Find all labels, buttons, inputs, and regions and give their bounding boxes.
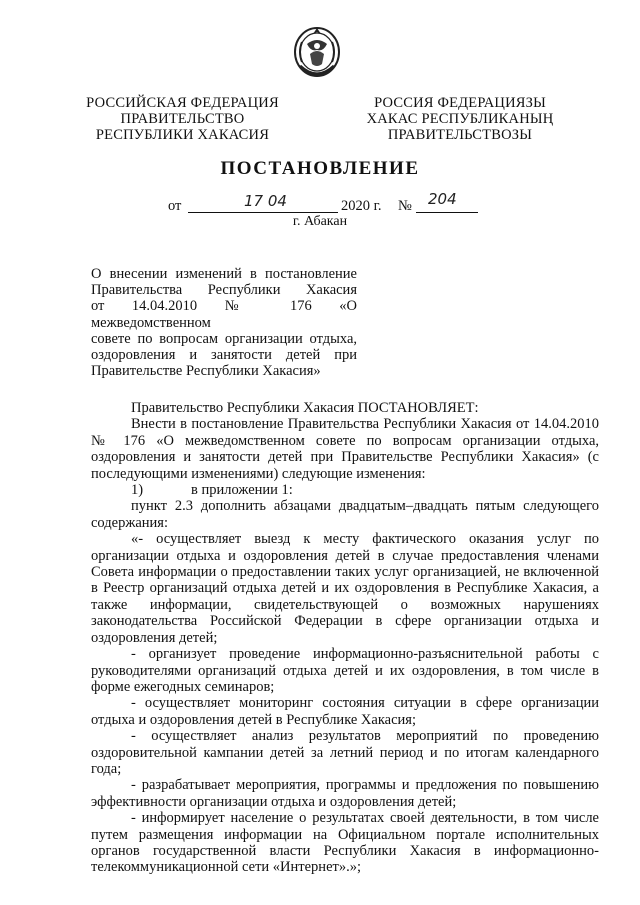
body-paragraph: «- осуществляет выезд к месту фактического оказания услуг по организации отдыха и оздоровления детей в случае предоставления членами Совета информации о предоставлении таких услуг организацией, не включенной в Реестр организаций отдыха детей и их оздоровления в Республике Хакасия, а также информации, свидетельствующей о возможных нарушениях законодательства Российской Федерации в сфере организации отдыха и оздоровления детей; — [91, 531, 599, 646]
body-paragraph: - организует проведение информационно-разъяснительной работы с руководителями организаций отдыха детей и их оздоровления, в том числе в форме ежегодных семинаров; — [91, 646, 599, 695]
subject-block — [91, 266, 357, 379]
subject-line: Правительстве Республики Хакасия» — [91, 363, 321, 380]
body-paragraph: - осуществляет мониторинг состояния ситуации в сфере организации отдыха и оздоровления детей в Республике Хакасия; — [91, 695, 599, 728]
city-label: г. Абакан — [292, 214, 348, 229]
from-label: от — [168, 198, 182, 214]
intro-paragraph: Правительство Республики Хакасия ПОСТАНОВЛЯЕТ: — [131, 400, 479, 416]
date-line — [160, 190, 490, 216]
subject-line: от 14.04.2010 № 176 «О межведомственном — [91, 298, 357, 331]
subject-line: совете по вопросам организации отдыха, — [91, 330, 357, 347]
header-right — [365, 95, 555, 143]
header-left — [80, 95, 285, 143]
list-item-number: 1) — [131, 482, 144, 499]
body-paragraph: Внести в постановление Правительства Республики Хакасия от 14.04.2010 № 176 «О межведомственном совете по вопросам организации отдыха, оздоровления и занятости детей при Правительстве Республики Хакасия» (с последующими изменениями) следующие изменения: — [91, 416, 599, 482]
body-paragraph: пункт 2.3 дополнить абзацами двадцатым–двадцать пятым следующего содержания: — [91, 498, 599, 531]
body-paragraph: - осуществляет анализ результатов мероприятий по проведению оздоровительной кампании детей за летний период и по итогам календарного года; — [91, 728, 599, 777]
header-right-line: ПРАВИТЕЛЬСТВОЗЫ — [387, 127, 533, 143]
header-left-line: ПРАВИТЕЛЬСТВО — [120, 111, 245, 127]
body-paragraph: - информирует население о результатах своей деятельности, в том числе путем размещения информации на Официальном портале исполнительных органов государственной власти Республики Хакасия в информационно-телекоммуникационной сети «Интернет».»; — [91, 810, 599, 876]
number-sign: № — [398, 198, 412, 214]
coat-of-arms-icon — [288, 22, 346, 80]
list-item — [91, 482, 599, 498]
subject-line: оздоровления и занятости детей при — [91, 347, 357, 364]
body-paragraph: - разрабатывает мероприятия, программы и предложения по повышению эффективности организации отдыха и оздоровления детей; — [91, 777, 599, 810]
subject-line: Правительства Республики Хакасия — [91, 282, 357, 299]
header-right-line: РОССИЯ ФЕДЕРАЦИЯЗЫ — [374, 95, 546, 111]
handwritten-date: 17 04 — [244, 192, 287, 210]
list-item-text: в приложении 1: — [191, 482, 293, 499]
header-left-line: РОССИЙСКАЯ ФЕДЕРАЦИЯ — [86, 95, 279, 111]
header-left-line: РЕСПУБЛИКИ ХАКАСИЯ — [95, 127, 270, 143]
document-body — [91, 400, 599, 876]
subject-line: О внесении изменений в постановление — [91, 266, 357, 282]
document-type-title: ПОСТАНОВЛЕНИЕ — [220, 158, 420, 179]
year-label: 2020 г. — [341, 198, 382, 214]
header-right-line: ХАКАС РЕСПУБЛИКАНЫҢ — [366, 111, 554, 127]
handwritten-number: 204 — [428, 190, 457, 208]
